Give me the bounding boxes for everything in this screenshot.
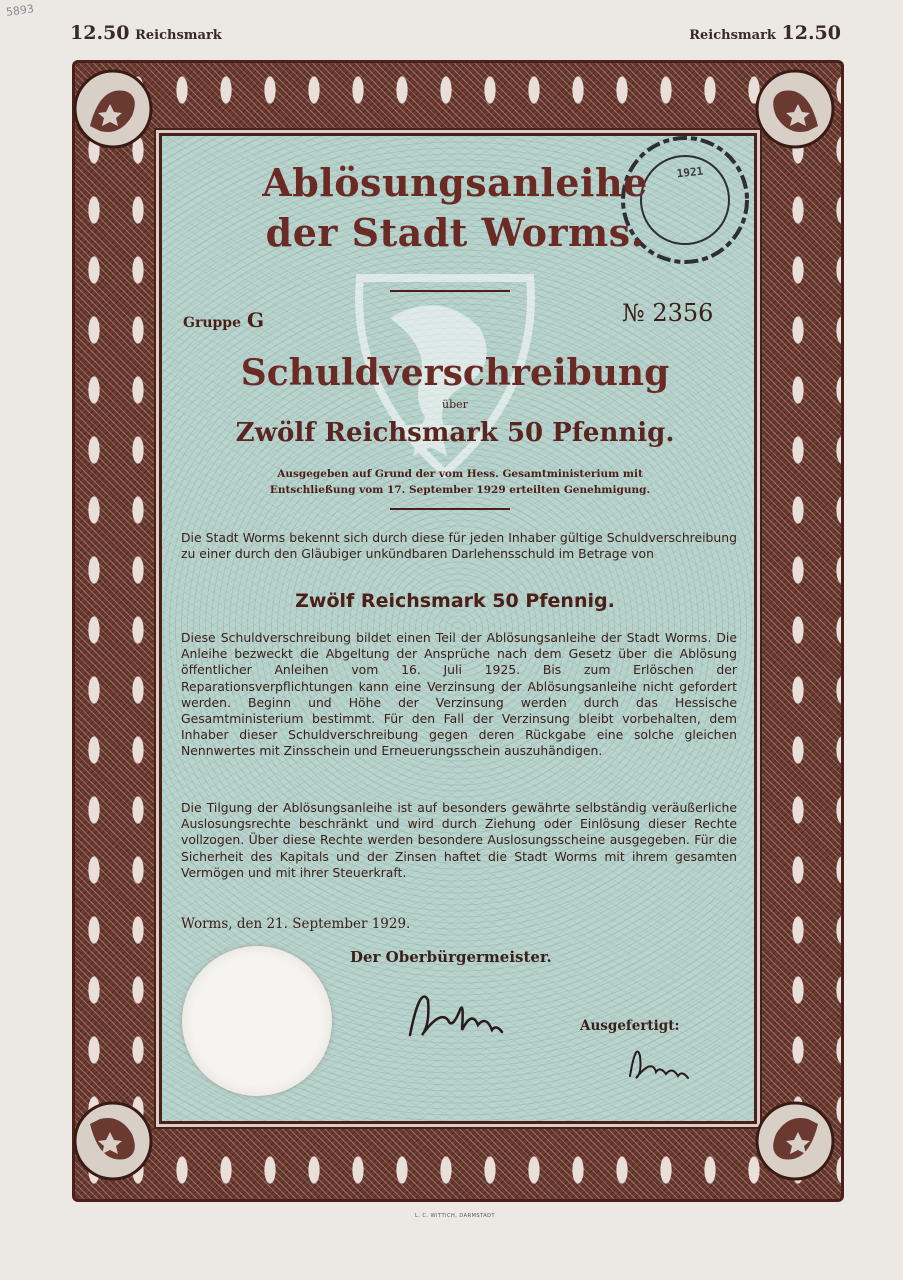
denomination-amount: 12.50: [70, 22, 130, 44]
mayor-signature-icon: [400, 980, 510, 1050]
griffin-corner-ornament-icon: [752, 66, 838, 152]
place-and-date: Worms, den 21. September 1929.: [181, 916, 411, 932]
griffin-corner-ornament-icon: [70, 1098, 156, 1184]
divider-rule: [390, 508, 510, 510]
body-paragraph-3: Die Tilgung der Ablösungsanleihe ist auf besonders gewährte selbständig veräußerliche Auslosungsrechte beschränkt und wird durch Ziehung oder Einlösung dieser Rechte vollzogen. Über diese Rechte werden besondere Auslosungsscheine ausgegeben. Für die Sicherheit des Kapitals und der Zinsen haftet die Stadt Worms mit ihrem gesamten Vermögen und mit ihrer Steuerkraft.: [181, 800, 737, 880]
amount-body: Zwölf Reichsmark 50 Pfennig.: [295, 590, 615, 612]
denomination-unit: Reichsmark: [689, 28, 776, 43]
printer-imprint: L. C. WITTICH, DARMSTADT: [414, 1213, 496, 1219]
document-type: Schuldverschreibung: [240, 352, 670, 394]
certificate-number: № 2356: [622, 299, 714, 327]
ueber-word: über: [442, 398, 468, 411]
body-paragraph-1: Die Stadt Worms bekennt sich durch diese für jeden Inhaber gültige Schuldverschreibung zu einer durch den Gläubiger unkündbaren Darlehensschuld im Betrage von: [181, 530, 737, 562]
griffin-corner-ornament-icon: [752, 1098, 838, 1184]
stamp-year: 1921: [676, 164, 704, 181]
body-paragraph-2: Diese Schuldverschreibung bildet einen Teil der Ablösungsanleihe der Stadt Worms. Die Anleihe bezweckt die Abgeltung der Ansprüche nach dem Gesetz über die Ablösung öffentlicher Anleihen vom 16. Juli 1925. Bis zum Erlöschen der Reparationsverpflichtungen kann eine Verzinsung der Ablösungsanleihe nicht gefordert werden. Beginn und Höhe der Verzinsung werden durch das Hessische Gesamtministerium bestimmt. Für den Fall der Verzinsung bleibt vorbehalten, dem Inhaber dieser Schuldverschreibung gegen deren Rückgabe eine solche gleichen Nennwertes mit Zinsschein und Erneuerungsschein auszuhändigen.: [181, 630, 737, 759]
executed-label: Ausgefertigt:: [580, 1018, 680, 1034]
bond-title-line-2: der Stadt Worms.: [265, 210, 645, 255]
denomination-amount: 12.50: [781, 22, 841, 44]
amount-heading: Zwölf Reichsmark 50 Pfennig.: [235, 418, 675, 448]
issuance-note-line-1: Ausgegeben auf Grund der vom Hess. Gesamtministerium mit: [277, 468, 643, 480]
pencil-note: 5893: [5, 2, 35, 19]
embossed-seal: [182, 946, 332, 1096]
group-label-text: Gruppe: [183, 315, 241, 331]
issuance-note: [240, 466, 680, 498]
denomination-top-left: [70, 22, 222, 44]
bond-title-line-1: Ablösungsanleihe: [262, 160, 648, 205]
issuance-note-line-2: Entschließung vom 17. September 1929 erteilten Genehmigung.: [269, 484, 651, 496]
group-letter: G: [247, 308, 265, 332]
mayor-title: Der Oberbürgermeister.: [350, 948, 552, 966]
divider-rule: [390, 290, 510, 292]
executor-signature-icon: [622, 1036, 692, 1086]
denomination-unit: Reichsmark: [135, 28, 222, 43]
denomination-top-right: [689, 22, 841, 44]
griffin-corner-ornament-icon: [70, 66, 156, 152]
group-label: [183, 308, 264, 332]
